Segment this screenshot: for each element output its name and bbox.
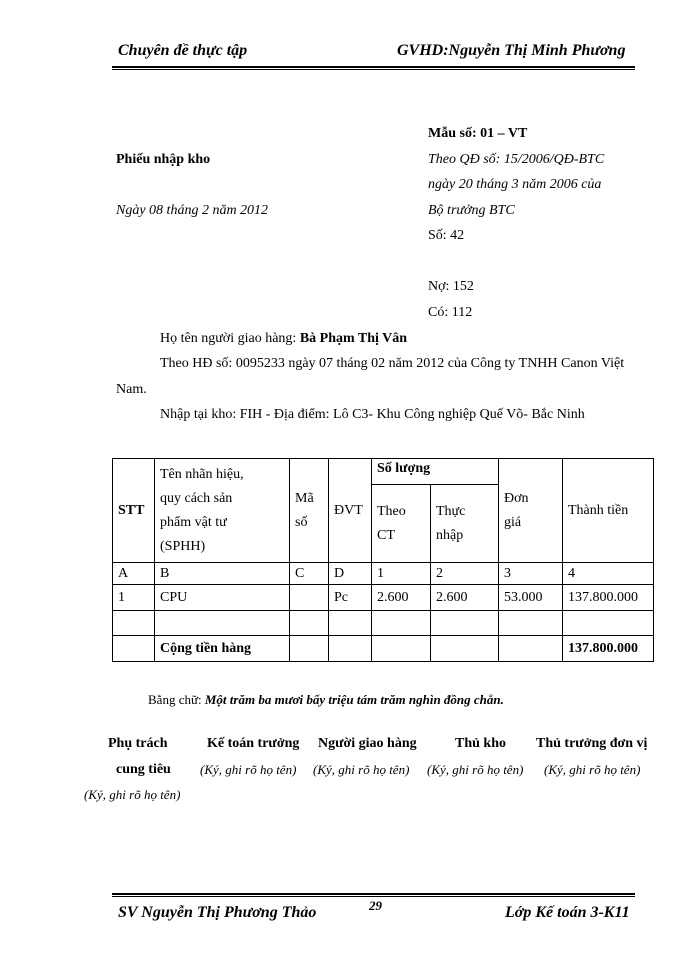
deliverer-label: Họ tên người giao hàng: <box>160 331 297 346</box>
header-qty-doc-line: CT <box>377 527 395 543</box>
words-label: Bằng chữ: <box>148 692 202 707</box>
footer-left: SV Nguyễn Thị Phương Thảo <box>118 904 317 921</box>
row-code <box>290 585 329 611</box>
form-title: Phiếu nhập kho <box>116 152 211 167</box>
header-rule <box>112 66 635 68</box>
footer-rule <box>112 893 635 895</box>
row-name: CPU <box>155 585 290 611</box>
header-price-line: Đơn <box>504 490 529 506</box>
row-qty-doc: 2.600 <box>372 585 431 611</box>
signer-note: (Ký, ghi rõ họ tên) <box>84 787 181 802</box>
form-decree-line2: ngày 20 tháng 3 năm 2006 của <box>428 177 602 192</box>
sum-label: Cộng tiền hàng <box>155 636 290 662</box>
index-cell: 3 <box>499 563 563 585</box>
signer-note: (Ký, ghi rõ họ tên) <box>427 762 524 777</box>
header-right: GVHD:Nguyễn Thị Minh Phương <box>397 42 626 59</box>
header-total: Thành tiền <box>563 459 654 563</box>
index-cell: 2 <box>431 563 499 585</box>
signer-note: (Ký, ghi rõ họ tên) <box>544 762 641 777</box>
contract-line2: Nam. <box>116 382 147 397</box>
header-code <box>290 459 329 563</box>
empty-row <box>113 611 654 636</box>
header-code-line: số <box>295 514 308 530</box>
row-unit: Pc <box>329 585 372 611</box>
header-name-line: quy cách sản <box>160 490 233 506</box>
form-code: Mẫu số: 01 – VT <box>428 126 528 141</box>
row-total: 137.800.000 <box>563 585 654 611</box>
signer-title: Thủ trưởng đơn vị <box>536 736 648 751</box>
sum-row <box>113 636 654 662</box>
header-left: Chuyên đề thực tập <box>118 42 248 59</box>
signer-note: (Ký, ghi rõ họ tên) <box>200 762 297 777</box>
header-unit: ĐVT <box>329 459 372 563</box>
form-decree-line3: Bộ trưởng BTC <box>428 203 515 218</box>
header-code-line: Mã <box>295 490 314 506</box>
sum-total: 137.800.000 <box>563 636 654 662</box>
stock-table <box>112 458 654 662</box>
header-rule-thin <box>112 69 635 70</box>
contract-line1: Theo HĐ số: 0095233 ngày 07 tháng 02 năm 2012 của Công ty TNHH Canon Việt <box>160 356 625 371</box>
signer-note: (Ký, ghi rõ họ tên) <box>313 762 410 777</box>
header-qty-real <box>431 485 499 563</box>
index-cell: C <box>290 563 329 585</box>
index-row <box>113 563 654 585</box>
signer-title: cung tiêu <box>116 762 171 777</box>
index-cell: B <box>155 563 290 585</box>
header-qty-real-line: Thực <box>436 503 466 519</box>
row-price: 53.000 <box>499 585 563 611</box>
form-number: Số: 42 <box>428 228 465 243</box>
header-qty-real-line: nhập <box>436 527 464 543</box>
deliverer-line <box>160 331 407 347</box>
amount-in-words <box>148 692 504 708</box>
form-date: Ngày 08 tháng 2 năm 2012 <box>116 203 269 218</box>
index-cell: D <box>329 563 372 585</box>
debit-account: Nợ: 152 <box>428 279 474 294</box>
form-decree-line1: Theo QĐ số: 15/2006/QĐ-BTC <box>428 152 605 167</box>
header-price-line: giá <box>504 514 522 530</box>
signer-title: Kế toán trưởng <box>207 736 300 751</box>
index-cell: A <box>113 563 155 585</box>
words-value: Một trăm ba mươi bẩy triệu tám trăm nghìn đồng chẵn. <box>204 692 504 707</box>
table-row <box>113 585 654 611</box>
row-stt: 1 <box>113 585 155 611</box>
row-qty-real: 2.600 <box>431 585 499 611</box>
signer-title: Người giao hàng <box>318 736 417 751</box>
header-price <box>499 459 563 563</box>
header-name-line: Tên nhãn hiệu, <box>160 466 244 482</box>
index-cell: 4 <box>563 563 654 585</box>
header-name-line: phẩm vật tư <box>160 514 227 530</box>
signer-title: Thủ kho <box>455 736 506 751</box>
header-qty: Số lượng <box>372 459 499 485</box>
deliverer-name: Bà Phạm Thị Vân <box>299 331 408 346</box>
header-qty-doc <box>372 485 431 563</box>
signer-title: Phụ trách <box>108 736 168 751</box>
header-name <box>155 459 290 563</box>
footer-rule-thin <box>112 896 635 897</box>
index-cell: 1 <box>372 563 431 585</box>
warehouse-line: Nhập tại kho: FIH - Địa điểm: Lô C3- Khu Công nghiệp Quế Võ- Bắc Ninh <box>160 407 585 422</box>
credit-account: Có: 112 <box>428 305 473 320</box>
header-stt: STT <box>113 459 155 563</box>
header-qty-doc-line: Theo <box>377 503 406 519</box>
header-name-line: (SPHH) <box>160 538 206 554</box>
page-number: 29 <box>369 898 382 913</box>
footer-right: Lớp Kế toán 3-K11 <box>505 904 630 921</box>
